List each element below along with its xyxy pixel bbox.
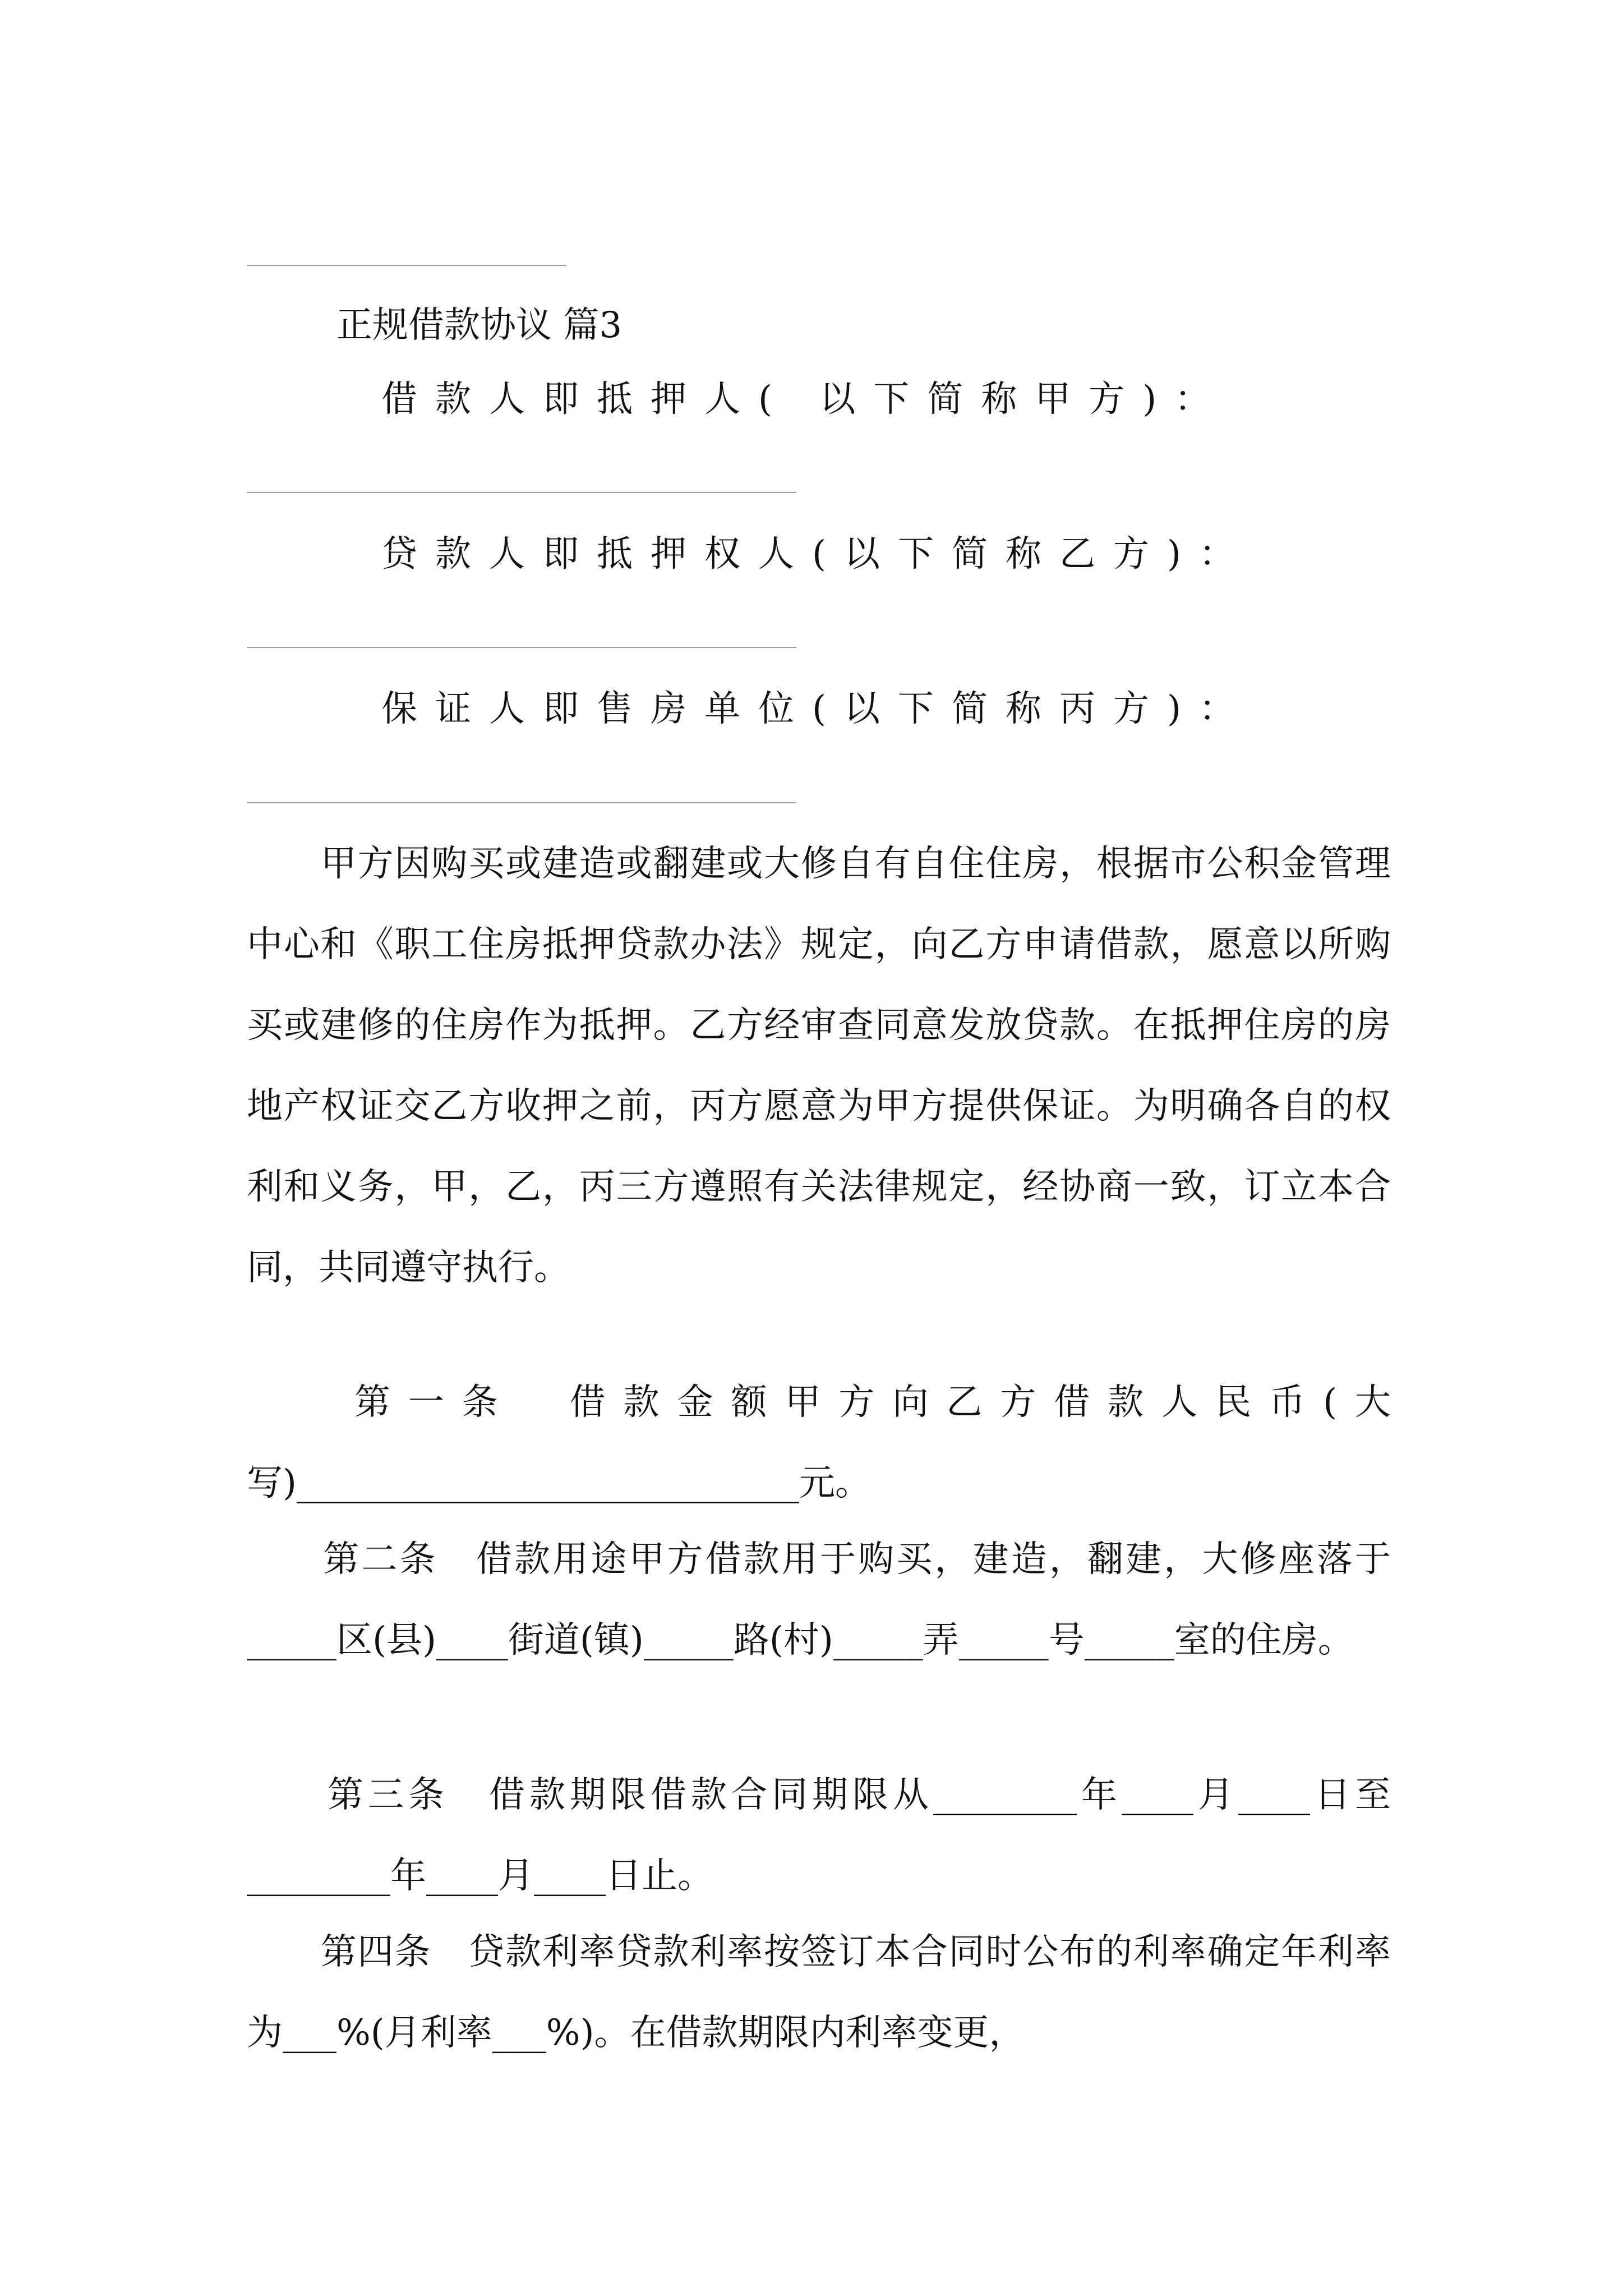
party-b-blank-line <box>247 647 796 648</box>
article-3: 第三条 借款期限借款合同期限从________年____月____日至________年____月____日止。 <box>247 1774 1391 1897</box>
party-c-label: 保证人即售房单位(以下简称丙方)： <box>381 688 1253 730</box>
section-heading: 正规借款协议 篇3 <box>336 305 623 346</box>
party-b-label: 贷款人即抵押权人(以下简称乙方)： <box>381 533 1253 575</box>
party-c-blank-line <box>247 802 796 803</box>
intro-paragraph: 甲方因购买或建造或翻建或大修自有自住住房，根据市公积金管理中心和《职工住房抵押贷款办法》规定，向乙方申请借款，愿意以所购买或建修的住房作为抵押。乙方经审查同意发放贷款。在抵押住房的房地产权证交乙方收押之前，丙方愿意为甲方提供保证。为明确各自的权利和义务，甲，乙，丙三方遵照有关法律规定，经协商一致，订立本合同，共同遵守执行。 <box>247 843 1391 1289</box>
party-a-label: 借款人即抵押人( 以下简称甲方)： <box>381 379 1229 420</box>
party-a-blank-line <box>247 492 796 493</box>
article-4: 第四条 贷款利率贷款利率按签订本合同时公布的利率确定年利率为___%(月利率___%)。在借款期限内利率变更， <box>247 1931 1391 2054</box>
top-blank-line <box>247 265 566 266</box>
article-2: 第二条 借款用途甲方借款用于购买，建造，翻建，大修座落于_____区(县)____街道(镇)_____路(村)_____弄_____号_____室的住房。 <box>247 1539 1391 1661</box>
article-1: 第一条 借款金额甲方向乙方借款人民币(大写)____________________________元。 <box>247 1382 1391 1504</box>
